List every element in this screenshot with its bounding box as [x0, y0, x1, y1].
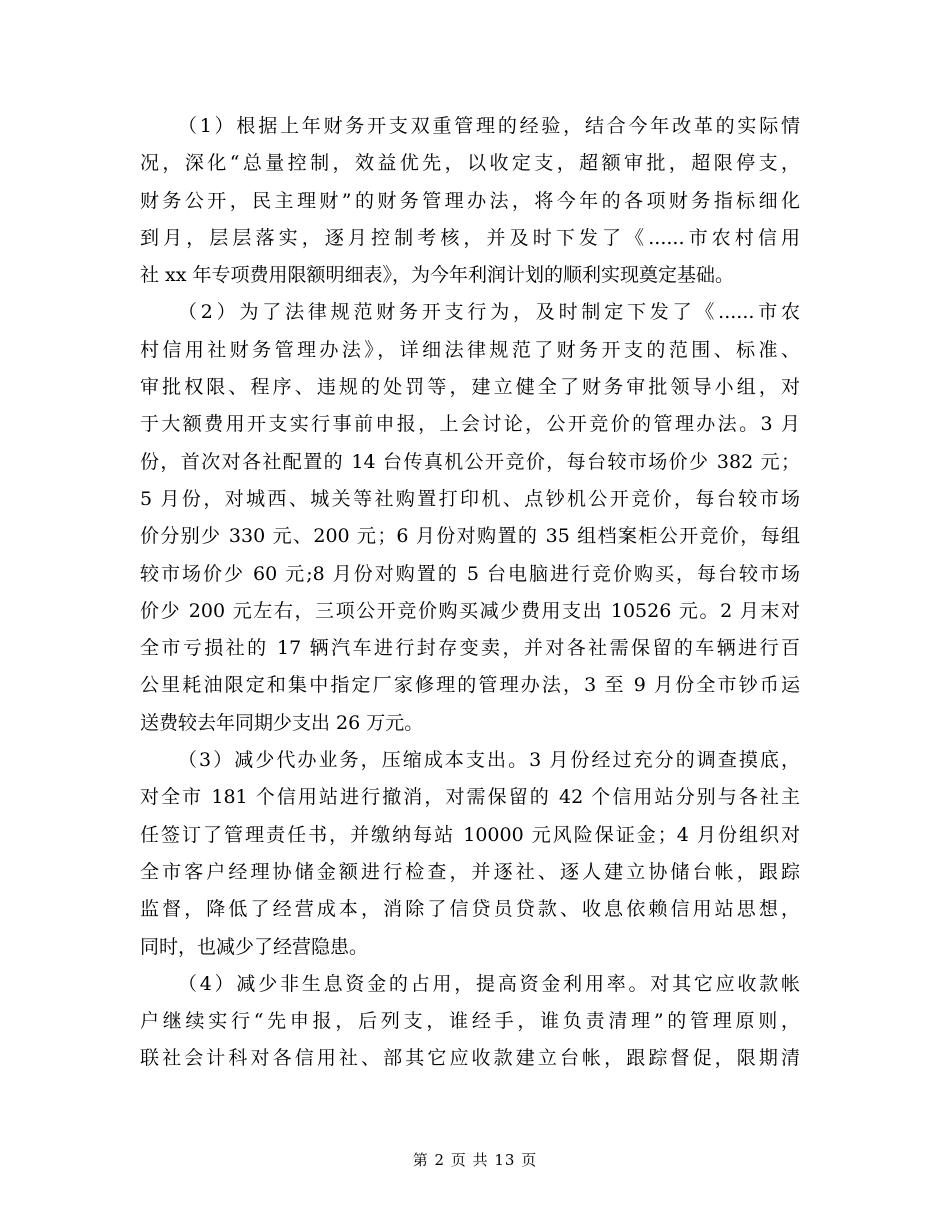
text-line: （1）根据上年财务开支双重管理的经验，结合今年改革的实际情: [178, 115, 800, 137]
text-line: 任签订了管理责任书，并缴纳每站 10000 元风险保证金；4 月份组织对: [140, 823, 800, 846]
text-line: 村信用社财务管理办法》，详细法律规范了财务开支的范围、标准、: [140, 338, 800, 361]
text-line: 价少 200 元左右，三项公开竞价购买减少费用支出 10526 元。2 月末对: [140, 599, 800, 622]
paragraph-4: [140, 966, 800, 1078]
page-number-footer: 第 2 页 共 13 页: [412, 1151, 538, 1169]
text-line: 公里耗油限定和集中指定厂家修理的管理办法，3 至 9 月份全市钞币运: [140, 674, 800, 697]
text-line: 到月，层层落实，逐月控制考核，并及时下发了《......市农村信用: [140, 226, 800, 249]
text-line: 财务公开，民主理财”的财务管理办法，将今年的各项财务指标细化: [140, 189, 800, 212]
text-line: 价分别少 330 元、200 元；6 月份对购置的 35 组档案柜公开竞价，每组: [140, 525, 800, 548]
text-line: 送费较去年同期少支出 26 万元。: [140, 711, 424, 734]
paragraph-2: [140, 294, 800, 742]
text-line: 监督，降低了经营成本，消除了信贷员贷款、收息依赖信用站思想，: [140, 898, 800, 921]
text-line: 审批权限、程序、违规的处罚等，建立健全了财务审批领导小组，对: [140, 376, 800, 399]
text-line: （3）减少代办业务，压缩成本支出。3 月份经过充分的调查摸底，: [178, 749, 800, 772]
paragraph-1: [140, 108, 800, 294]
text-line: 于大额费用开支实行事前申报，上会讨论，公开竞价的管理办法。3 月: [140, 413, 800, 436]
text-line: 全市客户经理协储金额进行检查，并逐社、逐人建立协储台帐，跟踪: [140, 860, 800, 883]
text-line: （4）减少非生息资金的占用，提高资金利用率。对其它应收款帐: [178, 972, 800, 995]
document-body: [140, 108, 800, 1078]
text-line: 对全市 181 个信用站进行撤消，对需保留的 42 个信用站分别与各社主: [140, 786, 800, 809]
paragraph-3: [140, 742, 800, 966]
text-line: 户继续实行“先申报，后列支，谁经手，谁负责清理”的管理原则，: [140, 1010, 800, 1033]
text-line: （2）为了法律规范财务开支行为，及时制定下发了《......市农: [178, 301, 800, 324]
text-line: 全市亏损社的 17 辆汽车进行封存变卖，并对各社需保留的车辆进行百: [140, 637, 800, 660]
text-line: 份，首次对各社配置的 14 台传真机公开竞价，每台较市场价少 382 元；: [140, 450, 800, 473]
text-line: 5 月份，对城西、城关等社购置打印机、点钞机公开竞价，每台较市场: [140, 487, 800, 510]
text-line: 况，深化“总量控制，效益优先，以收定支，超额审批，超限停支，: [140, 152, 800, 175]
text-line: 较市场价少 60 元;8 月份对购置的 5 台电脑进行竞价购买，每台较市场: [140, 562, 800, 585]
text-line: 同时，也减少了经营隐患。: [140, 935, 369, 958]
text-line: 社 xx 年专项费用限额明细表》，为今年利润计划的顺利实现奠定基础。: [140, 264, 735, 287]
text-line: 联社会计科对各信用社、部其它应收款建立台帐，跟踪督促，限期清: [140, 1047, 800, 1070]
